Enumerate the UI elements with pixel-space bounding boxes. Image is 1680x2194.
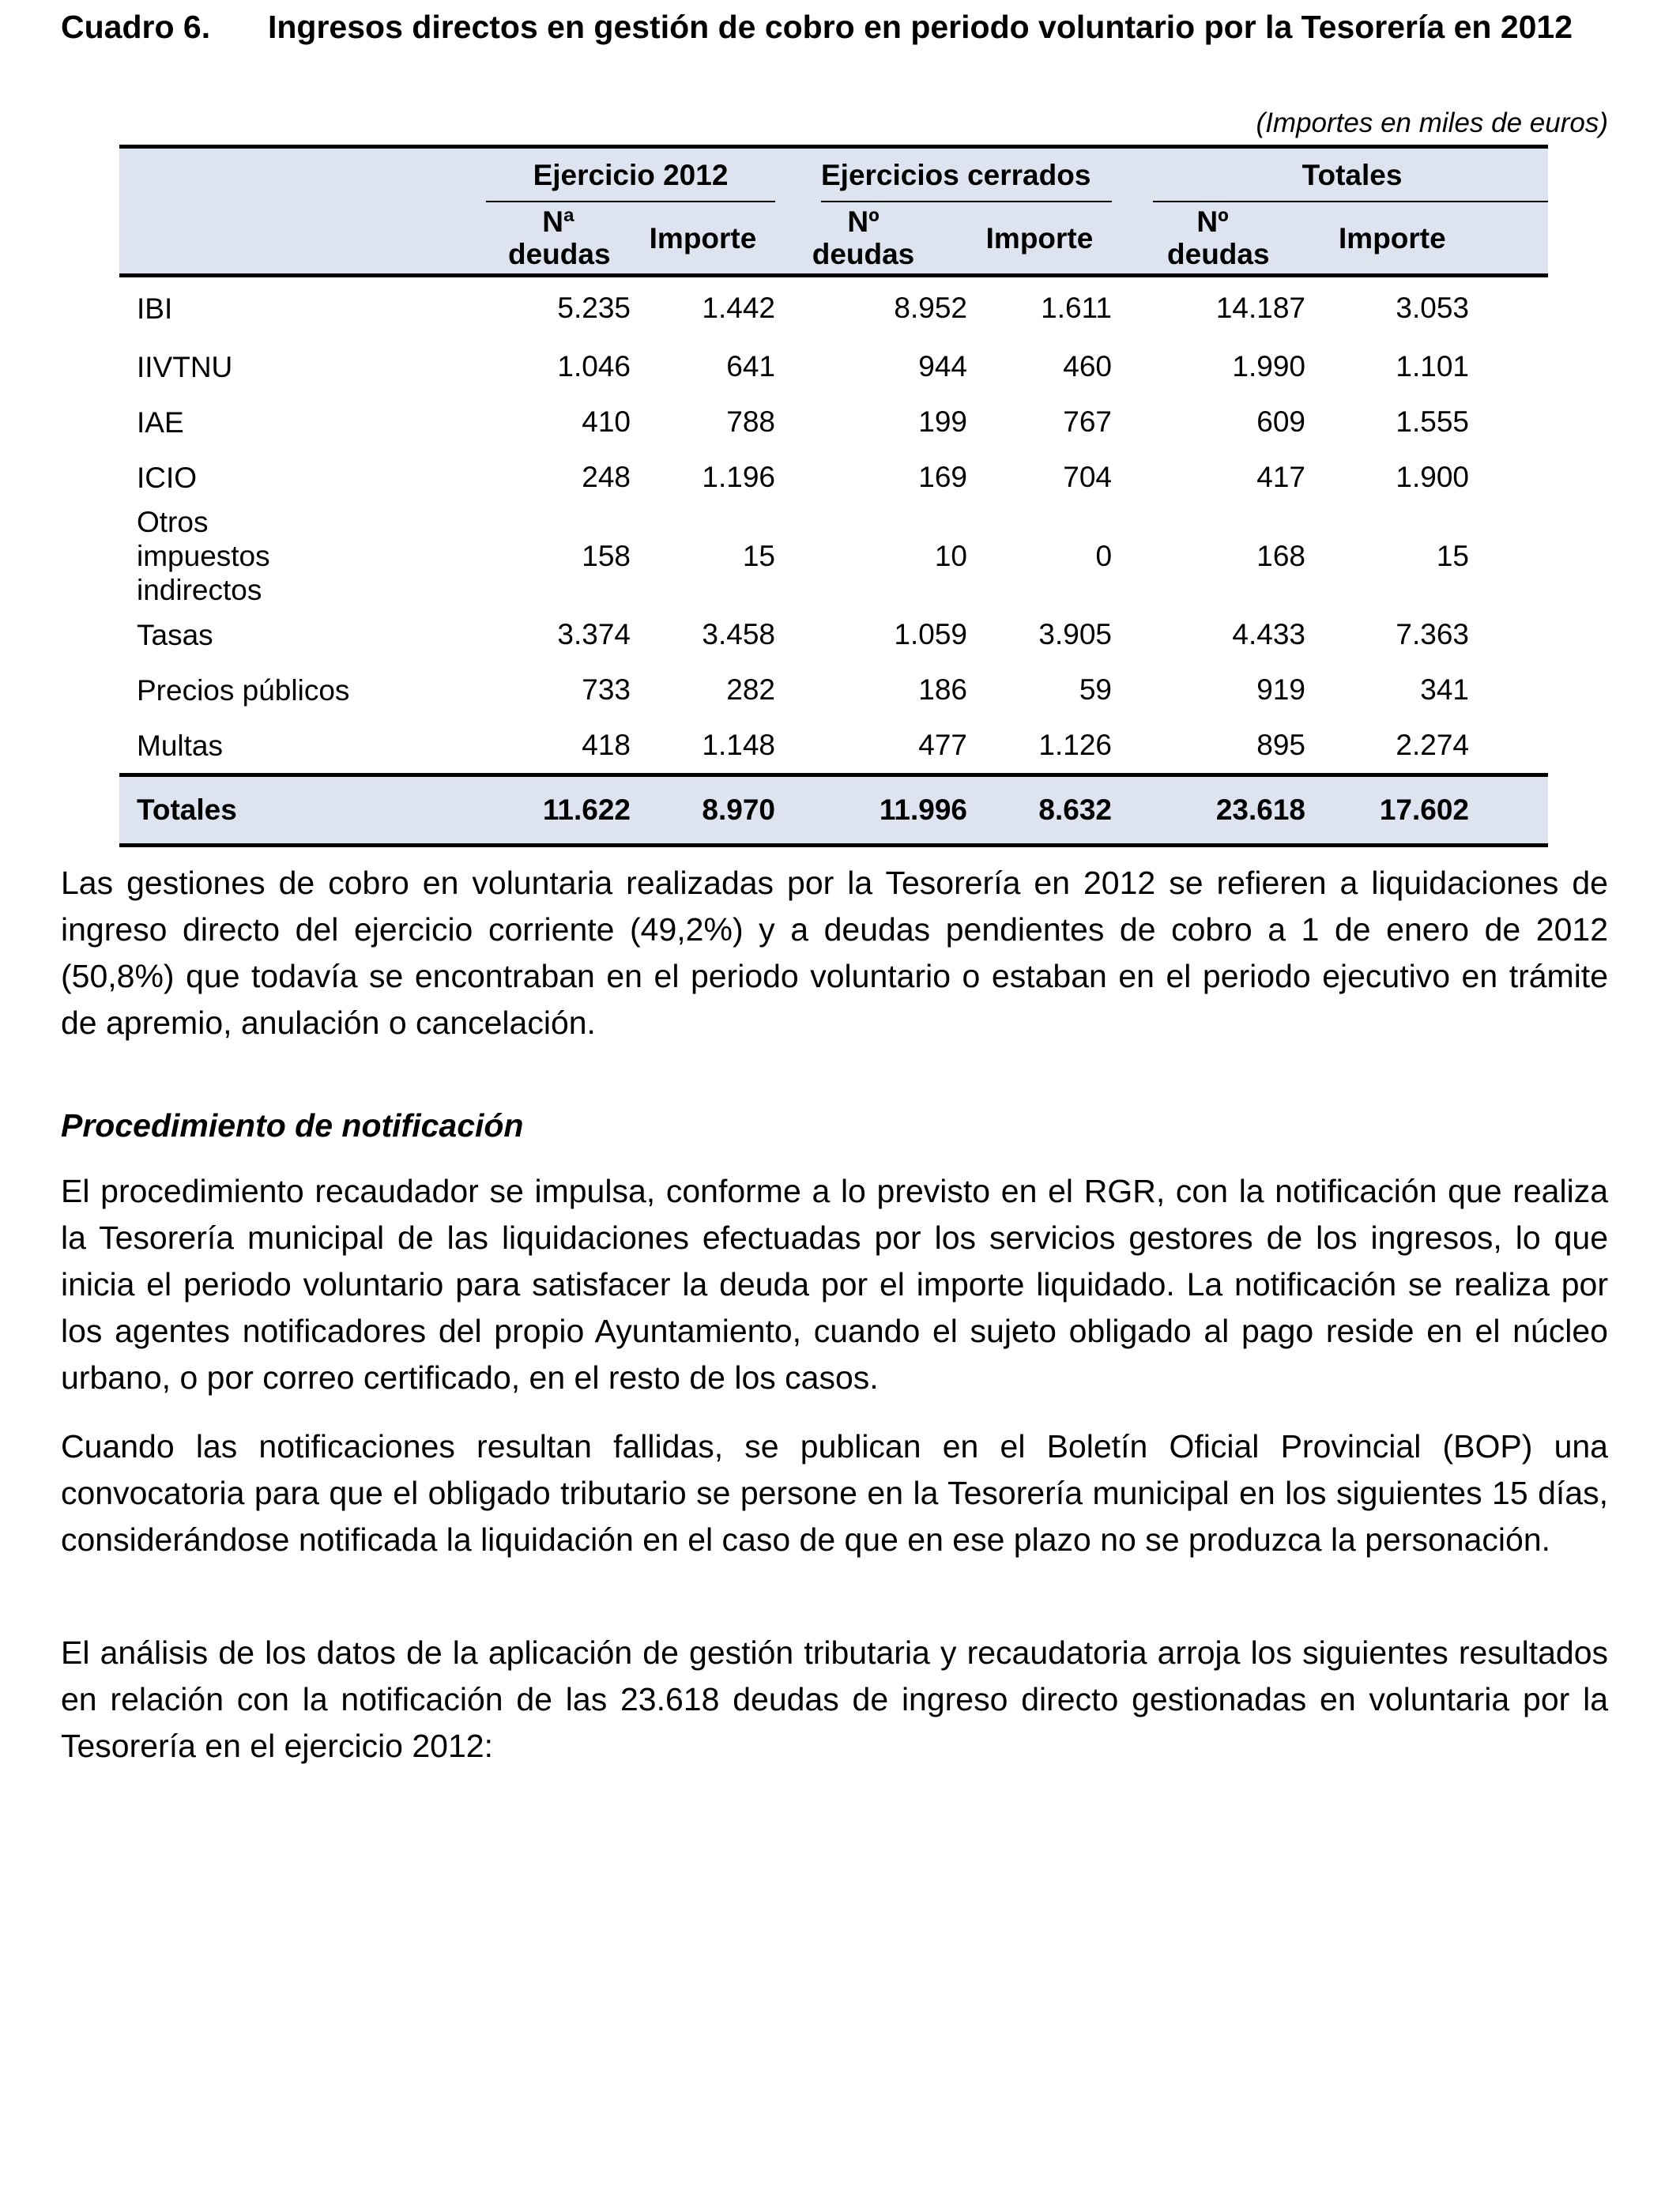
row-value: 767 <box>1063 405 1113 438</box>
paragraph-2: El procedimiento recaudador se impulsa, conforme a lo previsto en el RGR, con la notificación que realiza la Tesorería municipal de las liquidaciones efectuadas por los servicios gestores de los ingresos, lo que inicia el periodo voluntario para satisfacer la deuda por el importe liquidado. La notificación se realiza por los agentes notificadores del propio Ayuntamiento, cuando el sujeto obligado al pago reside en el núcleo urbano, o por correo certificado, en el resto de los casos. <box>61 1173 1608 1396</box>
totals-row <box>119 775 1548 846</box>
totals-value: 11.622 <box>486 775 631 846</box>
totals-value: 23.618 <box>1112 775 1305 846</box>
row-label: IIVTNU <box>137 350 233 383</box>
table-row <box>119 276 1548 340</box>
row-value: 417 <box>1256 461 1306 493</box>
row-value: 460 <box>1063 350 1113 383</box>
row-value: 944 <box>918 350 967 383</box>
row-value: 788 <box>726 405 775 438</box>
caption-title: Ingresos directos en gestión de cobro en periodo voluntario por la Tesorería en 2012 <box>268 9 1573 45</box>
row-value: 1.101 <box>1396 350 1470 383</box>
row-value: 3.374 <box>557 618 631 650</box>
table-row <box>119 662 1548 718</box>
section-heading: Procedimiento de notificación <box>61 1107 524 1144</box>
row-value: 15 <box>742 539 775 572</box>
row-label: Multas <box>137 729 223 762</box>
row-pad <box>1469 450 1548 505</box>
row-value: 199 <box>918 405 967 438</box>
subheader-count-2012: Nª deudas <box>486 202 631 276</box>
row-value: 0 <box>1095 539 1113 572</box>
row-value: 14.187 <box>1215 292 1306 324</box>
table-row <box>119 339 1548 394</box>
row-value: 895 <box>1256 729 1306 761</box>
row-pad <box>1469 718 1548 775</box>
row-pad <box>1469 276 1548 340</box>
subheader-amount-2012: Importe <box>631 202 775 276</box>
row-value: 1.611 <box>1041 292 1113 324</box>
caption-number: Cuadro 6. <box>61 9 211 45</box>
row-label: ICIO <box>137 461 198 494</box>
units-note: (Importes en miles de euros) <box>1256 107 1608 138</box>
table-row <box>119 505 1548 607</box>
row-value: 1.900 <box>1396 461 1470 493</box>
row-value: 418 <box>582 729 631 761</box>
row-value: 3.458 <box>702 618 775 650</box>
row-value: 477 <box>918 729 967 761</box>
totals-label: Totales <box>119 775 486 846</box>
row-value: 186 <box>918 673 967 706</box>
row-value: 1.059 <box>894 618 967 650</box>
row-pad <box>1469 339 1548 394</box>
row-value: 2.274 <box>1396 729 1470 761</box>
group-header-totales: Totales <box>1112 147 1548 203</box>
row-value: 704 <box>1063 461 1113 493</box>
totals-pad <box>1469 775 1548 846</box>
row-value: 1.555 <box>1396 405 1470 438</box>
header-blank <box>119 147 486 203</box>
row-value: 15 <box>1436 539 1470 572</box>
subheader-amount-cerrados: Importe <box>967 202 1112 276</box>
row-value: 733 <box>582 673 631 706</box>
row-value: 1.196 <box>702 461 775 493</box>
paragraph-1: Las gestiones de cobro en voluntaria realizadas por la Tesorería en 2012 se refieren a liquidaciones de ingreso directo del ejercicio corriente (49,2%) y a deudas pendientes de cobro a 1 de enero de 2012 (50,8%) que todavía se encontraban en el periodo voluntario o estaban en el periodo ejecutivo en trámite de apremio, anulación o cancelación. <box>61 865 1608 1041</box>
table-row <box>119 718 1548 775</box>
row-value: 59 <box>1079 673 1113 706</box>
row-value: 3.905 <box>1038 618 1113 650</box>
row-label: IBI <box>137 292 173 325</box>
row-value: 609 <box>1256 405 1306 438</box>
subheader-count-cerrados: Nº deudas <box>775 202 967 276</box>
row-label: Otros impuestos indirectos <box>137 506 270 606</box>
row-value: 919 <box>1256 673 1306 706</box>
row-value: 168 <box>1256 539 1306 572</box>
row-label: IAE <box>137 405 184 439</box>
row-value: 5.235 <box>557 292 631 324</box>
paragraph-4: El análisis de los datos de la aplicación de gestión tributaria y recaudatoria arroja los siguientes resultados en relación con la notificación de las 23.618 deudas de ingreso directo gestionadas en voluntaria por la Tesorería en el ejercicio 2012: <box>61 1634 1608 1764</box>
subheader-count-totales: Nº deudas <box>1112 202 1305 276</box>
row-value: 4.433 <box>1232 618 1306 650</box>
header-blank-2 <box>119 202 486 276</box>
row-value: 169 <box>918 461 967 493</box>
row-value: 1.990 <box>1232 350 1306 383</box>
table-row <box>119 607 1548 662</box>
row-pad <box>1469 505 1548 607</box>
row-pad <box>1469 662 1548 718</box>
totals-value: 17.602 <box>1305 775 1469 846</box>
group-header-ejercicio-2012: Ejercicio 2012 <box>486 147 775 203</box>
row-value: 8.952 <box>894 292 967 324</box>
table-row <box>119 450 1548 505</box>
row-value: 282 <box>726 673 775 706</box>
row-pad <box>1469 607 1548 662</box>
totals-value: 11.996 <box>775 775 967 846</box>
row-value: 1.442 <box>702 292 775 324</box>
totals-value: 8.632 <box>967 775 1112 846</box>
row-value: 10 <box>934 539 967 572</box>
row-pad <box>1469 394 1548 450</box>
row-value: 248 <box>582 461 631 493</box>
row-label: Precios públicos <box>137 673 350 707</box>
subheader-amount-totales: Importe <box>1305 202 1548 276</box>
revenue-table <box>119 145 1548 847</box>
table-row <box>119 394 1548 450</box>
row-value: 1.126 <box>1038 729 1113 761</box>
row-value: 1.148 <box>702 729 775 761</box>
row-value: 158 <box>582 539 631 572</box>
row-value: 7.363 <box>1396 618 1470 650</box>
totals-value: 8.970 <box>631 775 775 846</box>
paragraph-3: Cuando las notificaciones resultan fallidas, se publican en el Boletín Oficial Provincial (BOP) una convocatoria para que el obligado tributario se persone en la Tesorería municipal en los siguientes 15 días, considerándose notificada la liquidación en el caso de que en ese plazo no se produzca la personación. <box>61 1428 1608 1558</box>
row-value: 1.046 <box>557 350 631 383</box>
row-value: 410 <box>582 405 631 438</box>
row-value: 341 <box>1420 673 1470 706</box>
group-header-ejercicios-cerrados: Ejercicios cerrados <box>775 147 1112 203</box>
row-label: Tasas <box>137 618 213 651</box>
row-value: 641 <box>726 350 775 383</box>
row-value: 3.053 <box>1396 292 1470 324</box>
